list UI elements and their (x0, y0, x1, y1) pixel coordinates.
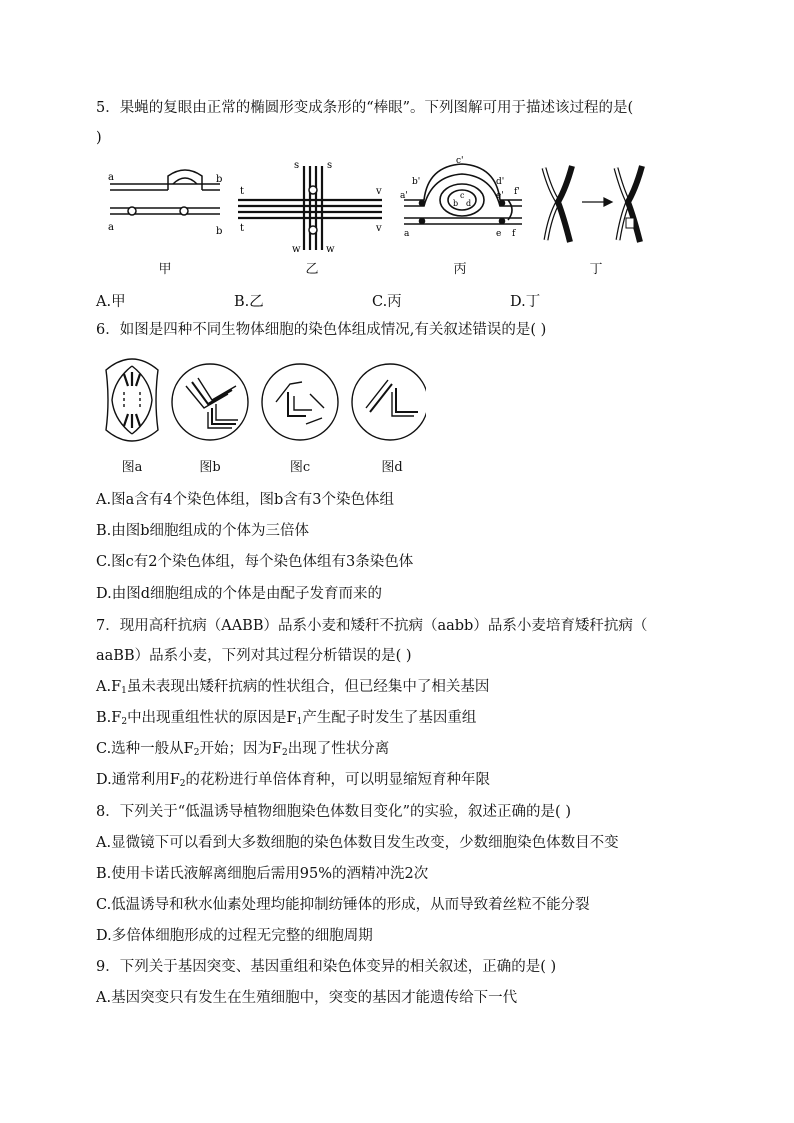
q7-option-c[interactable]: C.选种一般从$F_2$开始；因为$F_2$出现了性状分离 (96, 741, 390, 758)
q6-option-d[interactable]: D.由图d细胞组成的个体是由配子发育而来的 (96, 586, 382, 602)
figure-jia (100, 162, 230, 242)
yi-letter-w-right: w (326, 244, 335, 255)
jia-letter-a-bottom: a (108, 222, 114, 233)
q5-options (96, 290, 696, 310)
bing-letter-e: e (496, 229, 502, 239)
q6-figures (96, 352, 426, 452)
q8-option-c[interactable]: C.低温诱导和秋水仙素处理均能抑制纺锤体的形成，从而导致着丝粒不能分裂 (96, 897, 590, 913)
yi-letter-t-bottom: t (240, 223, 245, 234)
yi-letter-v-bottom: v (376, 223, 382, 234)
yi-letter-s-left: s (294, 160, 300, 171)
bing-letter-d-prime: d' (496, 177, 505, 187)
bing-letter-d: d (466, 199, 472, 208)
q6-option-b[interactable]: B.由图b细胞组成的个体为三倍体 (96, 523, 310, 539)
cell-c-diagram (262, 364, 338, 440)
bing-letter-e-prime: e' (496, 191, 504, 201)
q5-stem-line1: 5．果蝇的复眼由正常的椭圆形变成条形的“棒眼”。下列图解可用于描述该过程的是( (96, 100, 634, 116)
bing-letter-a: a (404, 229, 410, 239)
figure-label-d: 图d (381, 460, 403, 475)
jia-letter-a-top: a (108, 172, 114, 183)
figure-label-b: 图b (199, 460, 221, 475)
yi-letter-s-right: s (327, 160, 333, 171)
figure-label-a: 图a (121, 460, 143, 475)
yi-letter-t-top: t (240, 186, 245, 197)
q5-stem-line2: ) (96, 130, 102, 146)
yi-letter-v-top: v (376, 186, 382, 197)
cell-b-diagram (172, 364, 248, 440)
jia-letter-b-top: b (216, 174, 223, 185)
q5-option-b[interactable]: B.乙 (234, 294, 264, 310)
q8-option-a[interactable]: A.显微镜下可以看到大多数细胞的染色体数目发生改变，少数细胞染色体数目不变 (96, 835, 619, 851)
cell-a-diagram (106, 359, 158, 441)
figure-label-ding: 丁 (589, 262, 603, 277)
q5-option-a[interactable]: A.甲 (96, 294, 126, 310)
figure-ding (536, 160, 666, 250)
q6-option-a[interactable]: A.图a含有4个染色体组，图b含有3个染色体组 (96, 492, 394, 508)
q5-option-d[interactable]: D.丁 (510, 294, 541, 310)
bing-letter-a-prime: a' (400, 191, 408, 201)
q7-option-b[interactable]: $B.F_2$中出现重组性状的原因是$F_1$产生配子时发生了基因重组 (96, 710, 477, 727)
q7-stem-line1: 7．现用高秆抗病（AABB）品系小麦和矮秆不抗病（aabb）品系小麦培育矮秆抗病（ (96, 618, 648, 634)
bing-letter-f: f (512, 229, 516, 239)
q6-option-c[interactable]: C.图c有2个染色体组，每个染色体组有3条染色体 (96, 554, 414, 570)
figure-yi (232, 156, 392, 256)
figure-label-jia: 甲 (158, 262, 172, 277)
q7-option-a[interactable]: $A.F_1$虽未表现出矮秆抗病的性状组合，但已经集中了相关基因 (96, 679, 490, 696)
q5-option-c[interactable]: C.丙 (372, 294, 402, 310)
q9-option-a[interactable]: A.基因突变只有发生在生殖细胞中，突变的基因才能遗传给下一代 (96, 990, 518, 1006)
cell-d-diagram (352, 364, 426, 440)
bing-letter-f-prime: f' (514, 187, 520, 197)
q7-option-d[interactable]: D.通常利用$F_2$的花粉进行单倍体育种，可以明显缩短育种年限 (96, 772, 491, 789)
bing-letter-b: b (453, 199, 459, 208)
q7-stem-line2: aaBB）品系小麦，下列对其过程分析错误的是( ) (96, 648, 412, 664)
jia-letter-b-bottom: b (216, 226, 223, 237)
q9-stem: 9．下列关于基因突变、基因重组和染色体变异的相关叙述，正确的是( ) (96, 959, 557, 975)
q8-option-d[interactable]: D.多倍体细胞形成的过程无完整的细胞周期 (96, 928, 373, 944)
q8-option-b[interactable]: B.使用卡诺氏液解离细胞后需用95%的酒精冲洗2次 (96, 866, 429, 882)
bing-letter-b-prime: b' (412, 177, 421, 187)
bing-letter-c: c (460, 191, 465, 200)
figure-label-c: 图c (289, 460, 311, 475)
yi-letter-w-left: w (292, 244, 301, 255)
figure-label-bing: 丙 (453, 262, 467, 277)
figure-label-yi: 乙 (305, 262, 319, 277)
q8-stem: 8．下列关于“低温诱导植物细胞染色体数目变化”的实验，叙述正确的是( ) (96, 804, 571, 820)
bing-letter-c-prime: c' (456, 156, 464, 166)
q6-stem: 6．如图是四种不同生物体细胞的染色体组成情况,有关叙述错误的是( ) (96, 322, 547, 338)
figure-bing (398, 154, 528, 244)
